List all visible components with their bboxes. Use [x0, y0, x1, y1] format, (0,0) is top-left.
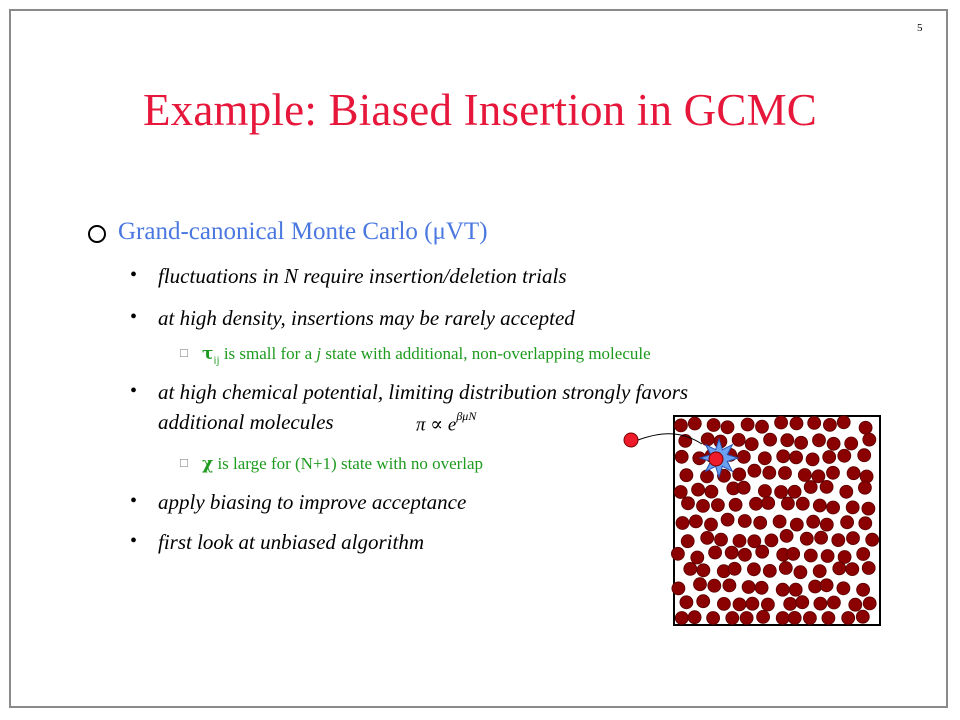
molecule	[721, 513, 734, 526]
molecule	[742, 581, 755, 594]
molecule	[737, 481, 750, 494]
molecule	[813, 434, 826, 447]
molecule	[784, 597, 797, 610]
molecule	[846, 563, 859, 576]
molecule	[763, 466, 776, 479]
molecule	[692, 483, 705, 496]
molecule	[806, 453, 819, 466]
molecule	[684, 562, 697, 575]
molecule	[676, 517, 689, 530]
molecule	[795, 436, 808, 449]
molecule	[738, 515, 751, 528]
molecule	[804, 549, 817, 562]
molecule	[846, 501, 859, 514]
molecule	[725, 546, 738, 559]
molecule	[842, 612, 855, 625]
molecule	[821, 550, 834, 563]
molecule	[856, 610, 869, 623]
molecule	[705, 518, 718, 531]
molecule	[863, 597, 876, 610]
dot-icon: •	[130, 380, 138, 402]
dot-icon: •	[130, 264, 138, 286]
molecule	[809, 580, 822, 593]
molecule	[840, 485, 853, 498]
molecule	[788, 485, 801, 498]
molecule	[858, 481, 871, 494]
inserted-molecule	[709, 452, 723, 466]
molecule	[827, 501, 840, 514]
main-bullet-text: Grand-canonical Monte Carlo (μVT)	[118, 218, 488, 245]
molecule	[858, 449, 871, 462]
molecule	[823, 418, 836, 431]
molecule	[697, 564, 710, 577]
molecule	[671, 547, 684, 560]
molecule	[755, 581, 768, 594]
molecule	[827, 466, 840, 479]
molecule	[680, 469, 693, 482]
formula: $\pi \propto e^{\beta\mu N}$	[416, 409, 477, 436]
dot-icon: •	[130, 490, 138, 512]
molecule	[745, 438, 758, 451]
molecule	[681, 535, 694, 548]
molecule	[796, 497, 809, 510]
molecule	[857, 548, 870, 561]
molecule	[777, 450, 790, 463]
molecule	[807, 515, 820, 528]
molecule	[708, 579, 721, 592]
bullet-text: at high density, insertions may be rarely accepted	[158, 306, 575, 330]
trial-molecule	[624, 433, 638, 447]
molecule	[790, 417, 803, 430]
molecule	[689, 515, 702, 528]
sub-bullet-text: $\tau_{ij}$ is small for a j state with additional, non-overlapping molecule	[202, 344, 651, 367]
molecule	[675, 612, 688, 625]
molecule	[688, 417, 701, 430]
molecule	[847, 467, 860, 480]
molecule	[707, 612, 720, 625]
molecule	[815, 531, 828, 544]
insertion-connector	[638, 434, 702, 444]
molecule	[803, 612, 816, 625]
molecule	[748, 464, 761, 477]
molecule	[746, 597, 759, 610]
molecule	[726, 612, 739, 625]
molecule	[841, 516, 854, 529]
molecule	[756, 420, 769, 433]
molecule	[838, 449, 851, 462]
molecule	[674, 419, 687, 432]
molecule	[847, 532, 860, 545]
molecule	[787, 547, 800, 560]
molecule	[757, 610, 770, 623]
molecule	[863, 433, 876, 446]
molecule	[756, 545, 769, 558]
small-square-icon: □	[180, 455, 188, 470]
molecule	[732, 433, 745, 446]
molecule	[779, 467, 792, 480]
molecule	[837, 416, 850, 429]
molecule	[717, 597, 730, 610]
molecule	[773, 515, 786, 528]
dot-icon: •	[130, 306, 138, 328]
molecule	[775, 486, 788, 499]
molecule	[737, 450, 750, 463]
molecule	[832, 534, 845, 547]
small-square-icon: □	[180, 345, 188, 360]
molecule	[697, 499, 710, 512]
molecule	[758, 485, 771, 498]
molecule	[827, 437, 840, 450]
molecule	[823, 451, 836, 464]
molecule	[796, 596, 809, 609]
molecule	[820, 518, 833, 531]
molecule	[808, 416, 821, 429]
bullet-text: at high chemical potential, limiting distribution strongly favors	[158, 380, 689, 404]
molecule	[680, 596, 693, 609]
molecule	[761, 598, 774, 611]
molecule	[857, 583, 870, 596]
bullet-text: apply biasing to improve acceptance	[158, 490, 467, 514]
molecule	[813, 565, 826, 578]
molecule	[790, 518, 803, 531]
molecule	[820, 579, 833, 592]
molecule	[845, 437, 858, 450]
molecule	[794, 566, 807, 579]
molecule	[697, 595, 710, 608]
molecule	[859, 517, 872, 530]
molecule	[775, 416, 788, 429]
molecule	[688, 611, 701, 624]
molecule	[781, 497, 794, 510]
molecule	[733, 468, 746, 481]
molecule	[758, 452, 771, 465]
molecule	[711, 499, 724, 512]
molecule	[827, 596, 840, 609]
molecule	[733, 534, 746, 547]
slide-title: Example: Biased Insertion in GCMC	[142, 85, 818, 135]
molecule	[747, 563, 760, 576]
molecule	[738, 548, 751, 561]
molecule	[764, 433, 777, 446]
molecule	[813, 499, 826, 512]
sub-bullet-text: χ is large for (N+1) state with no overlap	[202, 454, 484, 474]
molecule	[763, 564, 776, 577]
molecule	[814, 597, 827, 610]
molecule	[789, 583, 802, 596]
molecule	[694, 578, 707, 591]
molecule	[837, 582, 850, 595]
molecule	[723, 579, 736, 592]
molecule	[862, 562, 875, 575]
molecule	[733, 598, 746, 611]
molecule	[709, 546, 722, 559]
molecule	[781, 434, 794, 447]
molecule	[812, 470, 825, 483]
bullet-text: fluctuations in N require insertion/deletion trials	[158, 264, 567, 288]
page-number: 5	[917, 22, 923, 34]
molecule	[715, 533, 728, 546]
molecule	[741, 418, 754, 431]
molecule	[822, 612, 835, 625]
molecule	[762, 497, 775, 510]
molecule	[833, 562, 846, 575]
dot-icon: •	[130, 530, 138, 552]
molecule	[682, 497, 695, 510]
molecule	[675, 450, 688, 463]
molecule	[790, 451, 803, 464]
molecule	[740, 612, 753, 625]
bullet-text: additional molecules	[158, 410, 334, 434]
bullet-text: first look at unbiased algorithm	[158, 530, 425, 554]
molecule	[707, 419, 720, 432]
molecule	[754, 516, 767, 529]
molecule	[798, 469, 811, 482]
molecule	[691, 551, 704, 564]
molecule	[729, 498, 742, 511]
molecule	[776, 612, 789, 625]
molecule	[750, 497, 763, 510]
molecule	[701, 531, 714, 544]
molecule	[779, 562, 792, 575]
molecule	[800, 532, 813, 545]
molecule	[701, 433, 714, 446]
molecule	[701, 470, 714, 483]
molecule	[788, 611, 801, 624]
molecule	[672, 582, 685, 595]
molecule	[780, 529, 793, 542]
molecule	[728, 562, 741, 575]
molecule	[776, 583, 789, 596]
molecule	[705, 485, 718, 498]
molecule	[859, 421, 872, 434]
molecule	[866, 533, 879, 546]
molecule	[765, 534, 778, 547]
molecule	[674, 486, 687, 499]
molecule	[849, 598, 862, 611]
molecule	[820, 480, 833, 493]
molecule	[804, 481, 817, 494]
molecule	[721, 421, 734, 434]
molecule	[862, 502, 875, 515]
